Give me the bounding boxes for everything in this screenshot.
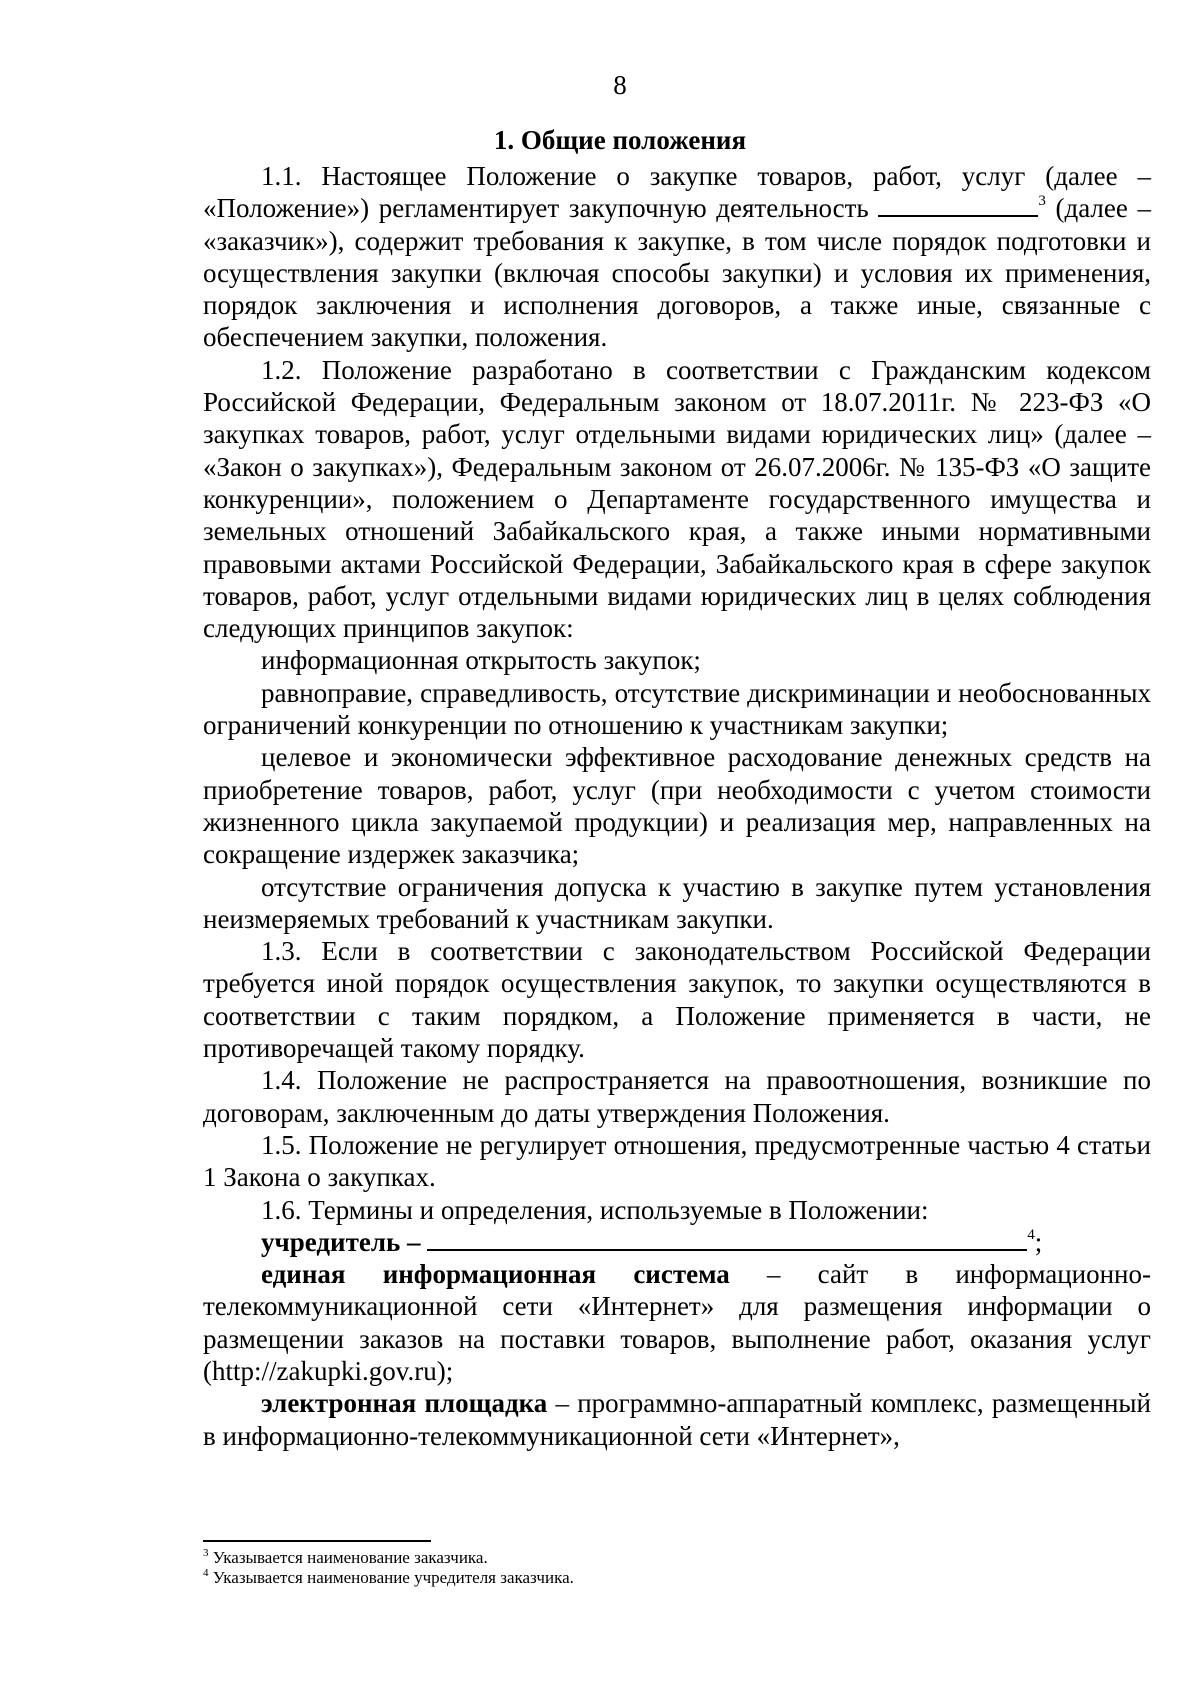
term-eis-definition: – сайт в информационно-телекоммуникационной сети «Интернет» для размещения информации о размещении заказов на поставки товаров, выполнение работ, оказания услуг (http://zakupki.gov.ru);	[203, 1259, 1151, 1386]
paragraph-1-4: 1.4. Положение не распространяется на правоотношения, возникшие по договорам, заключенным до даты утверждения Положения.	[203, 1065, 1151, 1128]
term-ep-label: электронная площадка	[261, 1388, 548, 1419]
paragraph-1-3: 1.3. Если в соответствии с законодательством Российской Федерации требуется иной порядок осуществления закупок, то закупки осуществляются в соответствии с таким порядком, а Положение применяется в части, не противоречащей такому порядку.	[203, 936, 1151, 1064]
paragraph-1-6: 1.6. Термины и определения, используемые в Положении:	[261, 1194, 929, 1225]
principle-item: равноправие, справедливость, отсутствие дискриминации и необоснованных ограничений конкуренции по отношению к участникам закупки;	[203, 677, 1151, 741]
term-founder-end: ;	[1034, 1226, 1043, 1257]
paragraph-1-1-text-cont: (далее – «заказчик»), содержит требования к закупке, в том числе порядок подготовки и осуществления закупки (включая способы закупки) и условия их применения, порядок заключения и исполнения договоров, а также иные, связанные с обеспечением закупки, положения.	[203, 193, 1151, 353]
paragraph-1-1	[203, 160, 1151, 354]
footnote-ref-4: 4	[1027, 1226, 1035, 1243]
term-eis	[203, 1258, 1151, 1387]
principle-item: отсутствие ограничения допуска к участию в закупке путем установления неизмеряемых требований к участникам закупки.	[203, 871, 1151, 934]
footnote-mark: 3	[203, 1547, 209, 1559]
section-title: 1. Общие положения	[493, 125, 747, 155]
footnotes	[203, 1548, 1151, 1588]
term-ep-definition: – программно-аппаратный комплекс, размещенный в информационно-телекоммуникационной сети «Интернет»,	[203, 1388, 1151, 1451]
term-eis-label: единая информационная система	[261, 1259, 730, 1290]
term-founder-label: учредитель –	[261, 1226, 421, 1257]
principle-item: целевое и экономически эффективное расходование денежных средств на приобретение товаров, работ, услуг (при необходимости с учетом стоимости жизненного цикла закупаемой продукции) и реализация мер, направленных на сокращение издержек заказчика;	[203, 742, 1151, 870]
footnote	[203, 1548, 1151, 1568]
paragraph-1-1-text: 1.1. Настоящее Положение о закупке товаров, работ, услуг (далее – «Положение») регламентирует закупочную деятельность	[203, 161, 1151, 224]
customer-name-blank	[878, 193, 1038, 217]
footnote	[203, 1568, 1151, 1588]
footnote-separator	[203, 1540, 431, 1542]
document-body	[203, 160, 1151, 1452]
principle-item: информационная открытость закупок;	[261, 645, 701, 676]
paragraph-1-5: 1.5. Положение не регулирует отношения, предусмотренные частью 4 статьи 1 Закона о закупках.	[203, 1129, 1151, 1193]
term-founder	[203, 1226, 1151, 1258]
footnote-text: Указывается наименование заказчика.	[208, 1548, 488, 1567]
footnote-text: Указывается наименование учредителя заказчика.	[208, 1568, 574, 1587]
footnote-ref-3: 3	[1038, 193, 1046, 210]
paragraph-1-2: 1.2. Положение разработано в соответствии с Гражданским кодексом Российской Федерации, Федеральным законом от 18.07.2011г. № 223-ФЗ «О закупках товаров, работ, услуг отдельными видами юридических лиц» (далее – «Закон о закупках»), Федеральным законом от 26.07.2006г. № 135-ФЗ «О защите конкуренции», положением о Департаменте государственного имущества и земельных отношений Забайкальского края, а также иными нормативными правовыми актами Российской Федерации, Забайкальского края в сфере закупок товаров, работ, услуг отдельными видами юридических лиц в целях соблюдения следующих принципов закупок:	[203, 354, 1151, 644]
founder-name-blank	[427, 1227, 1027, 1251]
term-ep	[203, 1387, 1151, 1452]
page-number: 8	[613, 70, 627, 100]
footnote-mark: 4	[203, 1567, 209, 1579]
